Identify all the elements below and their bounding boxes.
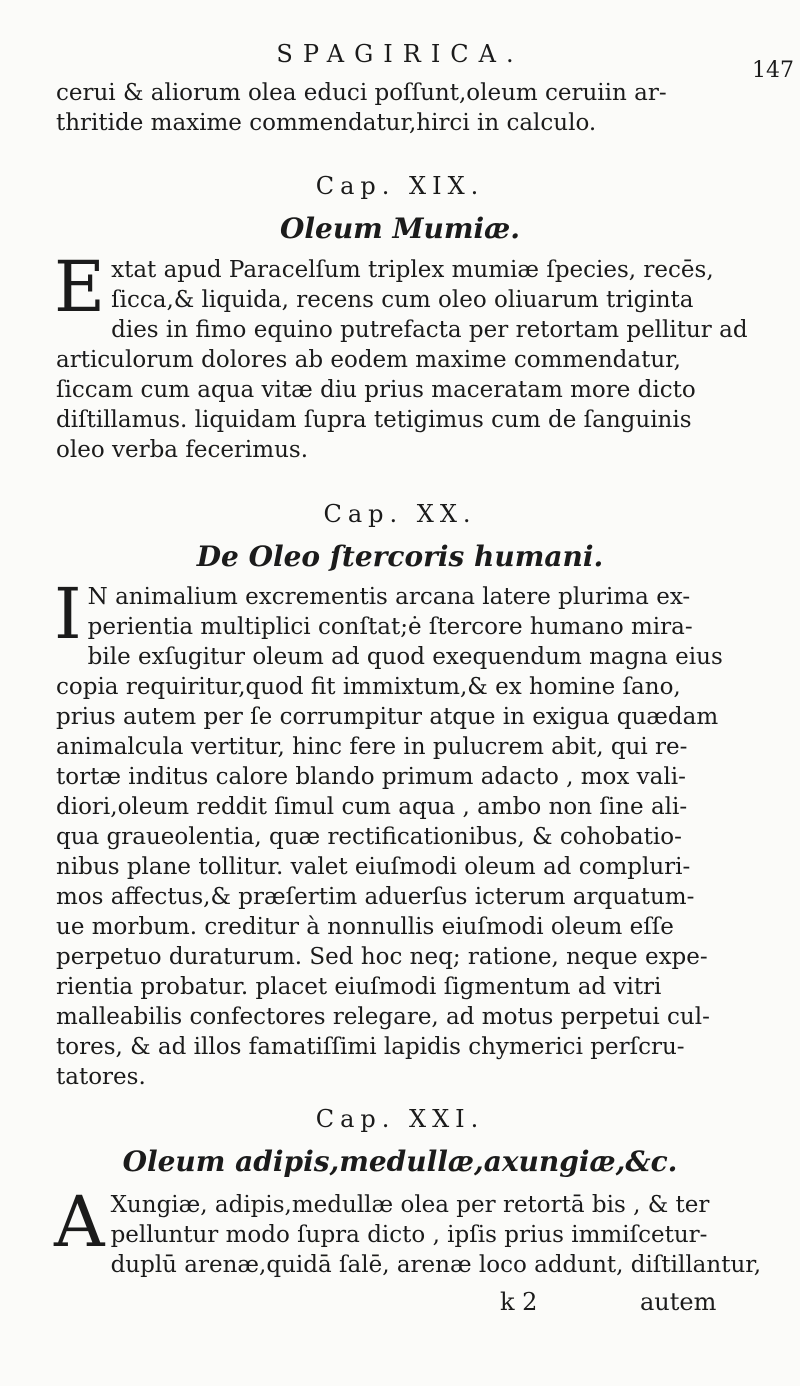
text-line: tatores. xyxy=(56,1064,146,1090)
signature-mark: k 2 xyxy=(500,1288,538,1316)
text-line: tores, & ad illos famatiſſimi lapidis chymerici perſcru- xyxy=(56,1034,685,1060)
text-line: perientia multiplici conſtat;ė ſtercore humano mira- xyxy=(87,614,693,640)
running-head: SPAGIRICA. xyxy=(276,40,524,68)
chapter-heading: Cap. XX. xyxy=(323,500,477,528)
text-line: animalcula vertitur, hinc fere in pulucrem abit, qui re- xyxy=(56,734,688,760)
text-line: N animalium excrementis arcana latere plurima ex- xyxy=(87,584,691,610)
text-line: mos affectus,& præſertim aduerſus icterum arquatum- xyxy=(56,884,695,910)
chapter-heading: Cap. XIX. xyxy=(315,172,485,200)
text-line: diori,oleum reddit ſimul cum aqua , ambo non ſine ali- xyxy=(56,794,688,820)
text-line: bile exſugitur oleum ad quod exequendum magna eius xyxy=(87,644,723,670)
text-line: cerui & aliorum olea educi poſſunt,oleum ceruiin ar- xyxy=(56,80,667,106)
text-line: perpetuo duraturum. Sed hoc neq; ratione, neque expe- xyxy=(56,944,708,970)
chapter-title: De Oleo ſtercoris humani. xyxy=(196,540,604,573)
text-line: ſiccam cum aqua vitæ diu prius maceratam more dicto xyxy=(56,377,696,403)
chapter-title: Oleum adipis,medullæ,axungiæ,&c. xyxy=(122,1145,678,1178)
text-line: nibus plane tollitur. valet eiuſmodi oleum ad compluri- xyxy=(56,854,691,880)
text-line: oleo verba fecerimus. xyxy=(56,437,309,463)
drop-cap: E xyxy=(54,246,106,328)
text-line: articulorum dolores ab eodem maxime commendatur, xyxy=(56,347,681,373)
chapter-body xyxy=(54,246,756,465)
text-line: copia requiritur,quod fit immixtum,& ex homine ſano, xyxy=(56,674,681,700)
text-line: thritide maxime commendatur,hirci in calculo. xyxy=(56,110,597,136)
text-line: prius autem per ſe corrumpitur atque in exigua quædam xyxy=(56,704,719,730)
text-line: dies in fimo equino putrefacta per retortam pellitur ad xyxy=(111,317,748,343)
text-line: tortæ inditus calore blando primum adacto , mox vali- xyxy=(56,764,686,790)
text-line: Xungiæ, adipis,medullæ olea per retortā bis , & ter xyxy=(110,1192,710,1218)
text-line: xtat apud Paracelſum triplex mumiæ ſpecies, recēs, xyxy=(111,257,714,283)
text-line: diſtillamus. liquidam ſupra tetigimus cum de ſanguinis xyxy=(56,407,692,433)
catchword: autem xyxy=(640,1288,717,1316)
page-number: 147 xyxy=(752,58,794,83)
text-line: duplū arenæ,quidā ſalē, arenæ loco addunt, diſtillantur, xyxy=(110,1252,762,1278)
chapter-heading: Cap. XXI. xyxy=(315,1105,485,1133)
drop-cap: I xyxy=(54,573,82,655)
chapter-body xyxy=(54,1181,762,1280)
text-line: ſicca,& liquida, recens cum oleo oliuarum triginta xyxy=(111,287,694,313)
text-line: malleabilis confectores relegare, ad motus perpetui cul- xyxy=(56,1004,710,1030)
text-line: pelluntur modo ſupra dicto , ipſis prius immiſcetur- xyxy=(110,1222,708,1248)
text-line: rientia probatur. placet eiuſmodi ſigmentum ad vitri xyxy=(56,974,662,1000)
intro-paragraph xyxy=(56,78,756,138)
text-line: qua graueolentia, quæ rectificationibus, & cohobatio- xyxy=(56,824,682,850)
drop-cap: A xyxy=(54,1181,105,1263)
text-line: ue morbum. creditur à nonnullis eiuſmodi oleum eſſe xyxy=(56,914,674,940)
chapter-body xyxy=(54,573,756,1092)
chapter-title: Oleum Mumiæ. xyxy=(279,212,521,245)
